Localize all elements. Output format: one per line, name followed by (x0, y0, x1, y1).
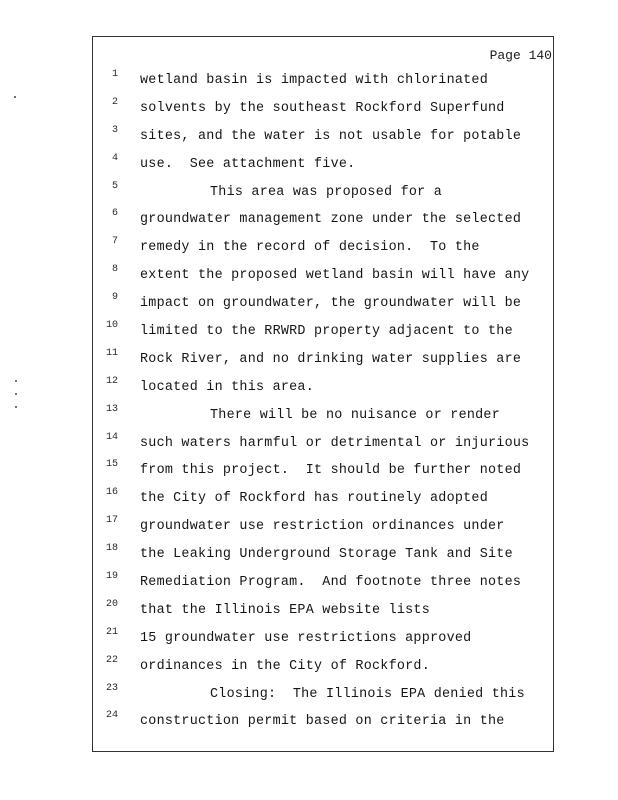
line-text: such waters harmful or detrimental or injurious (140, 435, 530, 451)
line-text: wetland basin is impacted with chlorinated (140, 73, 488, 88)
line-text: Remediation Program. And footnote three notes (140, 575, 522, 591)
line-number: 2 (111, 96, 118, 108)
line-number: 10 (105, 320, 118, 332)
transcript-line (92, 514, 554, 542)
line-text: Closing: The Illinois EPA denied this (210, 686, 525, 702)
line-number: 11 (105, 347, 118, 359)
line-number: 16 (105, 487, 118, 499)
line-number: 14 (105, 431, 118, 443)
line-text: that the Illinois EPA website lists (140, 602, 430, 618)
transcript-line (92, 375, 554, 403)
line-text: the City of Rockford has routinely adopted (140, 491, 488, 507)
line-number: 22 (105, 654, 118, 666)
line-number: 5 (111, 180, 118, 192)
line-number: 3 (111, 124, 118, 136)
line-number: 9 (111, 292, 118, 304)
line-text: located in this area. (140, 379, 314, 395)
line-text: extent the proposed wetland basin will have any (140, 268, 530, 284)
line-text: remedy in the record of decision. To the (140, 240, 480, 256)
transcript-line (92, 458, 554, 486)
line-text: 15 groundwater use restrictions approved (140, 630, 472, 646)
page-number: Page 140 (489, 48, 552, 63)
scan-speck (15, 393, 17, 395)
transcript-line (92, 709, 554, 737)
line-text: groundwater use restriction ordinances under (140, 519, 505, 535)
line-number: 4 (111, 152, 118, 164)
line-text: impact on groundwater, the groundwater will be (140, 296, 522, 312)
line-number: 21 (105, 626, 118, 638)
scan-speck (15, 380, 17, 382)
scan-speck (15, 406, 17, 408)
transcript-line (92, 263, 554, 291)
transcript-line (92, 319, 554, 347)
line-text: limited to the RRWRD property adjacent to the (140, 324, 513, 340)
transcript-lines (92, 68, 554, 737)
transcript-line (92, 626, 554, 654)
line-text: ordinances in the City of Rockford. (140, 658, 430, 674)
transcript-line (92, 486, 554, 514)
line-number: 20 (105, 598, 118, 610)
transcript-line (92, 180, 554, 208)
transcript-line (92, 291, 554, 319)
line-number: 1 (111, 69, 118, 80)
line-number: 8 (111, 264, 118, 276)
transcript-line (92, 124, 554, 152)
line-text: groundwater management zone under the selected (140, 212, 522, 228)
transcript-line (92, 68, 554, 96)
transcript-line (92, 682, 554, 710)
line-number: 13 (105, 403, 118, 415)
transcript-line (92, 570, 554, 598)
line-number: 17 (105, 515, 118, 527)
line-text: use. See attachment five. (140, 156, 356, 172)
transcript-line (92, 598, 554, 626)
line-text: from this project. It should be further noted (140, 463, 522, 479)
line-number: 18 (105, 543, 118, 555)
line-number: 15 (105, 459, 118, 471)
transcript-line (92, 403, 554, 431)
transcript-line (92, 207, 554, 235)
line-text: sites, and the water is not usable for potable (140, 128, 522, 144)
line-text: construction permit based on criteria in the (140, 714, 505, 730)
transcript-line (92, 542, 554, 570)
line-number: 12 (105, 375, 118, 387)
line-text: the Leaking Underground Storage Tank and Site (140, 547, 513, 563)
line-text: This area was proposed for a (210, 184, 442, 200)
line-number: 6 (111, 208, 118, 220)
transcript-line (92, 347, 554, 375)
line-number: 23 (105, 682, 118, 694)
scan-speck (14, 96, 16, 98)
transcript-line (92, 152, 554, 180)
line-number: 24 (105, 710, 118, 722)
line-text: solvents by the southeast Rockford Superfund (140, 100, 505, 116)
transcript-line (92, 235, 554, 263)
transcript-line (92, 96, 554, 124)
line-number: 19 (105, 571, 118, 583)
line-text: Rock River, and no drinking water supplies are (140, 351, 522, 367)
line-text: There will be no nuisance or render (210, 407, 500, 423)
transcript-line (92, 654, 554, 682)
transcript-line (92, 431, 554, 459)
line-number: 7 (111, 236, 118, 248)
